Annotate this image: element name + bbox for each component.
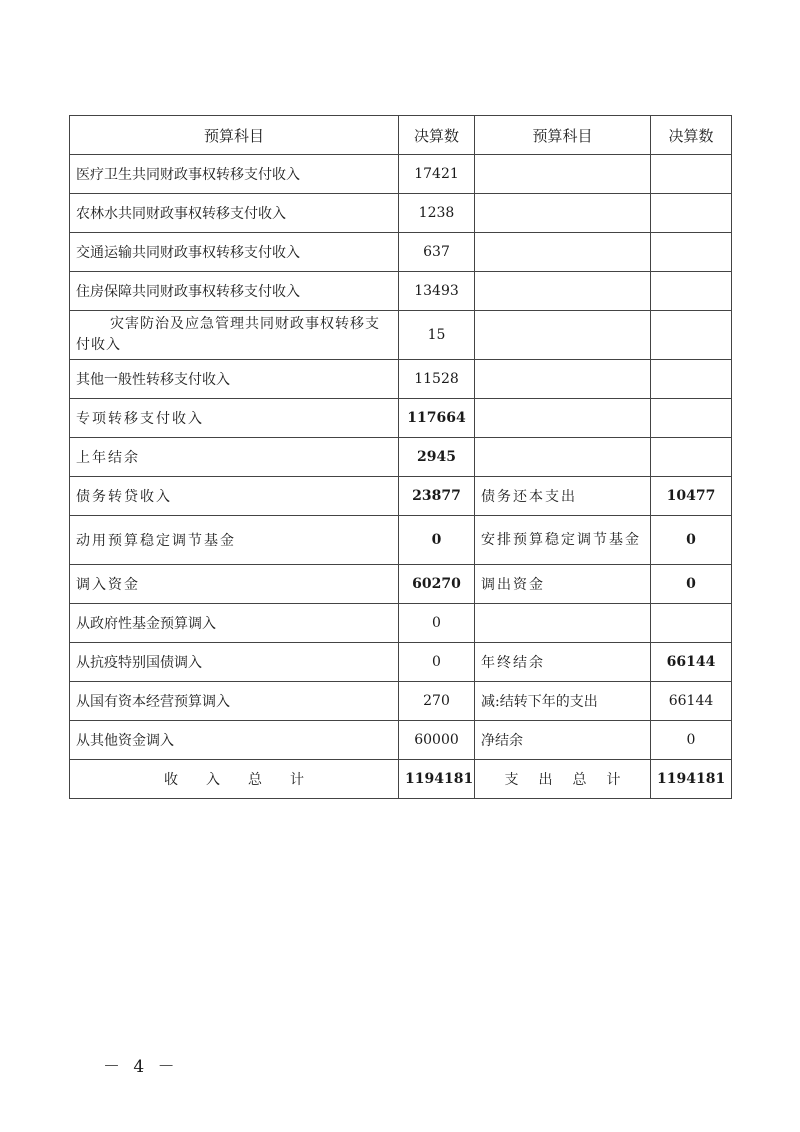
right-subject-cell <box>475 155 651 194</box>
left-subject-cell: 从抗疫特别国债调入 <box>70 643 399 682</box>
left-subject-cell: 从政府性基金预算调入 <box>70 604 399 643</box>
left-amount-cell: 0 <box>399 516 475 565</box>
header-left-subject: 预算科目 <box>70 116 399 155</box>
header-right-subject: 预算科目 <box>475 116 651 155</box>
left-amount-cell: 1238 <box>399 194 475 233</box>
left-subject-cell: 动用预算稳定调节基金 <box>70 516 399 565</box>
left-amount-cell: 23877 <box>399 477 475 516</box>
left-subject-cell: 上年结余 <box>70 438 399 477</box>
table-row <box>70 682 732 721</box>
header-left-amount: 决算数 <box>399 116 475 155</box>
right-subject-cell: 债务还本支出 <box>475 477 651 516</box>
income-total-value: 1194181 <box>399 760 475 799</box>
left-subject-cell: 住房保障共同财政事权转移支付收入 <box>70 272 399 311</box>
page-number: － 4 － <box>103 1057 179 1077</box>
left-amount-cell: 11528 <box>399 360 475 399</box>
income-total-label: 收入总计 <box>70 760 399 799</box>
table-row <box>70 438 732 477</box>
left-amount-cell: 270 <box>399 682 475 721</box>
right-subject-cell: 年终结余 <box>475 643 651 682</box>
left-amount-cell: 0 <box>399 643 475 682</box>
right-amount-cell <box>651 155 732 194</box>
left-subject-cell: 调入资金 <box>70 565 399 604</box>
table-total-row <box>70 760 732 799</box>
left-subject-cell: 从其他资金调入 <box>70 721 399 760</box>
table-row <box>70 604 732 643</box>
right-subject-cell: 调出资金 <box>475 565 651 604</box>
right-amount-cell <box>651 399 732 438</box>
right-subject-cell <box>475 604 651 643</box>
left-amount-cell: 60270 <box>399 565 475 604</box>
right-subject-cell <box>475 311 651 360</box>
right-amount-cell <box>651 194 732 233</box>
table-row <box>70 516 732 565</box>
table-header-row <box>70 116 732 155</box>
left-subject-cell: 交通运输共同财政事权转移支付收入 <box>70 233 399 272</box>
left-amount-cell: 15 <box>399 311 475 360</box>
budget-table <box>69 115 732 799</box>
left-subject-cell: 其他一般性转移支付收入 <box>70 360 399 399</box>
table-row <box>70 565 732 604</box>
header-right-amount: 决算数 <box>651 116 732 155</box>
table-row <box>70 721 732 760</box>
right-amount-cell <box>651 311 732 360</box>
left-amount-cell: 0 <box>399 604 475 643</box>
expense-total-label: 支出总计 <box>475 760 651 799</box>
right-subject-cell: 安排预算稳定调节基金 <box>475 516 651 565</box>
table-row <box>70 643 732 682</box>
left-subject-cell: 债务转贷收入 <box>70 477 399 516</box>
right-amount-cell: 66144 <box>651 643 732 682</box>
left-subject-cell: 农林水共同财政事权转移支付收入 <box>70 194 399 233</box>
table-row <box>70 360 732 399</box>
left-subject-cell: 从国有资本经营预算调入 <box>70 682 399 721</box>
expense-total-value: 1194181 <box>651 760 732 799</box>
right-amount-cell <box>651 604 732 643</box>
right-subject-cell <box>475 272 651 311</box>
right-subject-cell <box>475 360 651 399</box>
right-subject-cell <box>475 438 651 477</box>
table-row <box>70 155 732 194</box>
right-amount-cell: 0 <box>651 516 732 565</box>
right-amount-cell: 0 <box>651 721 732 760</box>
left-amount-cell: 13493 <box>399 272 475 311</box>
table-row <box>70 399 732 438</box>
table-row <box>70 311 732 360</box>
right-subject-cell: 净结余 <box>475 721 651 760</box>
right-subject-cell <box>475 399 651 438</box>
table-row <box>70 194 732 233</box>
left-amount-cell: 637 <box>399 233 475 272</box>
left-amount-cell: 117664 <box>399 399 475 438</box>
right-amount-cell: 66144 <box>651 682 732 721</box>
right-subject-cell <box>475 233 651 272</box>
left-amount-cell: 17421 <box>399 155 475 194</box>
right-amount-cell <box>651 233 732 272</box>
right-amount-cell: 0 <box>651 565 732 604</box>
left-amount-cell: 60000 <box>399 721 475 760</box>
right-amount-cell <box>651 360 732 399</box>
table-row <box>70 477 732 516</box>
right-amount-cell <box>651 438 732 477</box>
left-amount-cell: 2945 <box>399 438 475 477</box>
table-row <box>70 233 732 272</box>
right-amount-cell <box>651 272 732 311</box>
right-subject-cell: 减:结转下年的支出 <box>475 682 651 721</box>
right-subject-cell <box>475 194 651 233</box>
left-subject-cell: 专项转移支付收入 <box>70 399 399 438</box>
left-subject-cell: 医疗卫生共同财政事权转移支付收入 <box>70 155 399 194</box>
table-row <box>70 272 732 311</box>
right-amount-cell: 10477 <box>651 477 732 516</box>
left-subject-cell: 灾害防治及应急管理共同财政事权转移支付收入 <box>70 311 399 360</box>
